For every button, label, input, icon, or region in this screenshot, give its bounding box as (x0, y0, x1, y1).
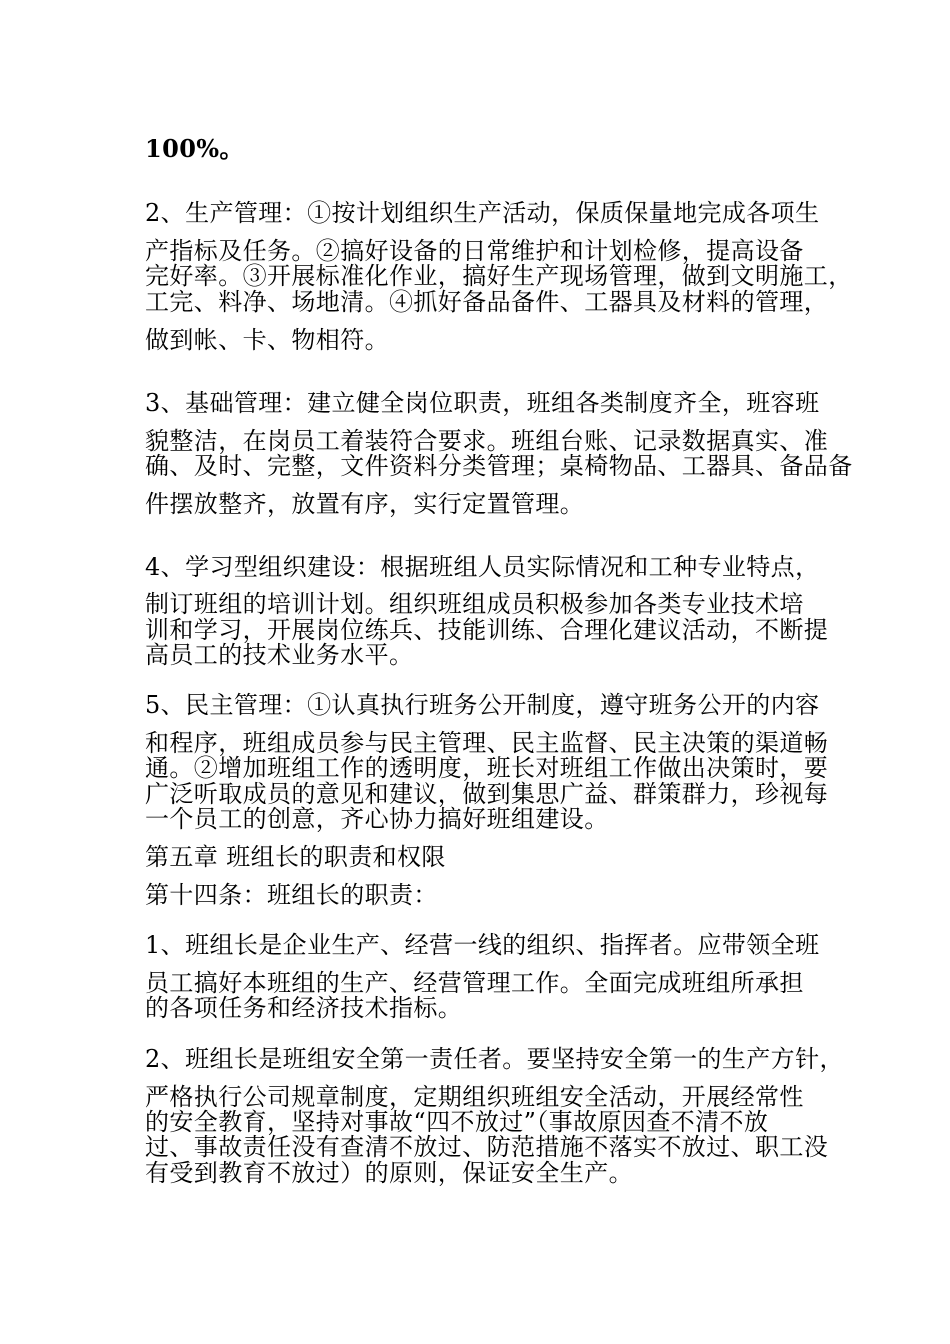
text-line: 严格执行公司规章制度，定期组织班组安全活动，开展经常性 (145, 1083, 804, 1111)
text-line: 通。②增加班组工作的透明度，班长对班组工作做出决策时，要 (145, 754, 829, 782)
text-line: 的各项任务和经济技术指标。 (145, 994, 463, 1022)
text-line: 广泛听取成员的意见和建议，做到集思广益、群策群力，珍视每 (145, 780, 829, 808)
text-line: 一个员工的创意，齐心协力搞好班组建设。 (145, 805, 609, 833)
article-heading: 第十四条：班组长的职责： (145, 881, 438, 909)
text-line: 高员工的技术业务水平。 (145, 641, 414, 669)
text-line: 做到帐、卡、物相符。 (145, 326, 389, 354)
text-line: 有受到教育不放过）的原则，保证安全生产。 (145, 1159, 633, 1187)
text-line: 确、及时、完整，文件资料分类管理；桌椅物品、工器具、备品备 (145, 452, 853, 480)
text-line: 100%。 (145, 134, 244, 163)
text-line: 貌整洁，在岗员工着装符合要求。班组台账、记录数据真实、准 (145, 427, 829, 455)
text-line: 过、事故责任没有查清不放过、防范措施不落实不放过、职工没 (145, 1133, 829, 1161)
chapter-heading: 第五章 班组长的职责和权限 (145, 843, 446, 871)
text-line: 1、班组长是企业生产、经营一线的组织、指挥者。应带领全班 (145, 931, 820, 959)
text-line: 2、班组长是班组安全第一责任者。要坚持安全第一的生产方针， (145, 1045, 844, 1073)
text-line: 产指标及任务。②搞好设备的日常维护和计划检修，提高设备 (145, 237, 804, 265)
text-line: 的安全教育，坚持对事故“四不放过”（事故原因查不清不放 (145, 1108, 769, 1136)
text-line: 工完、料净、场地清。④抓好备品备件、工器具及材料的管理， (145, 288, 829, 316)
text-line: 制订班组的培训计划。组织班组成员积极参加各类专业技术培 (145, 590, 804, 618)
text-line: 训和学习，开展岗位练兵、技能训练、合理化建议活动，不断提 (145, 616, 829, 644)
text-line: 4、学习型组织建设：根据班组人员实际情况和工种专业特点， (145, 553, 820, 581)
text-line: 和程序，班组成员参与民主管理、民主监督、民主决策的渠道畅 (145, 729, 829, 757)
text-line: 5、民主管理：①认真执行班务公开制度，遵守班务公开的内容 (145, 691, 820, 719)
text-line: 件摆放整齐，放置有序，实行定置管理。 (145, 490, 585, 518)
text-line: 完好率。③开展标准化作业，搞好生产现场管理，做到文明施工， (145, 262, 853, 290)
text-line: 员工搞好本班组的生产、经营管理工作。全面完成班组所承担 (145, 969, 804, 997)
text-line: 2、生产管理：①按计划组织生产活动，保质保量地完成各项生 (145, 199, 820, 227)
text-line: 3、基础管理：建立健全岗位职责，班组各类制度齐全，班容班 (145, 389, 820, 417)
